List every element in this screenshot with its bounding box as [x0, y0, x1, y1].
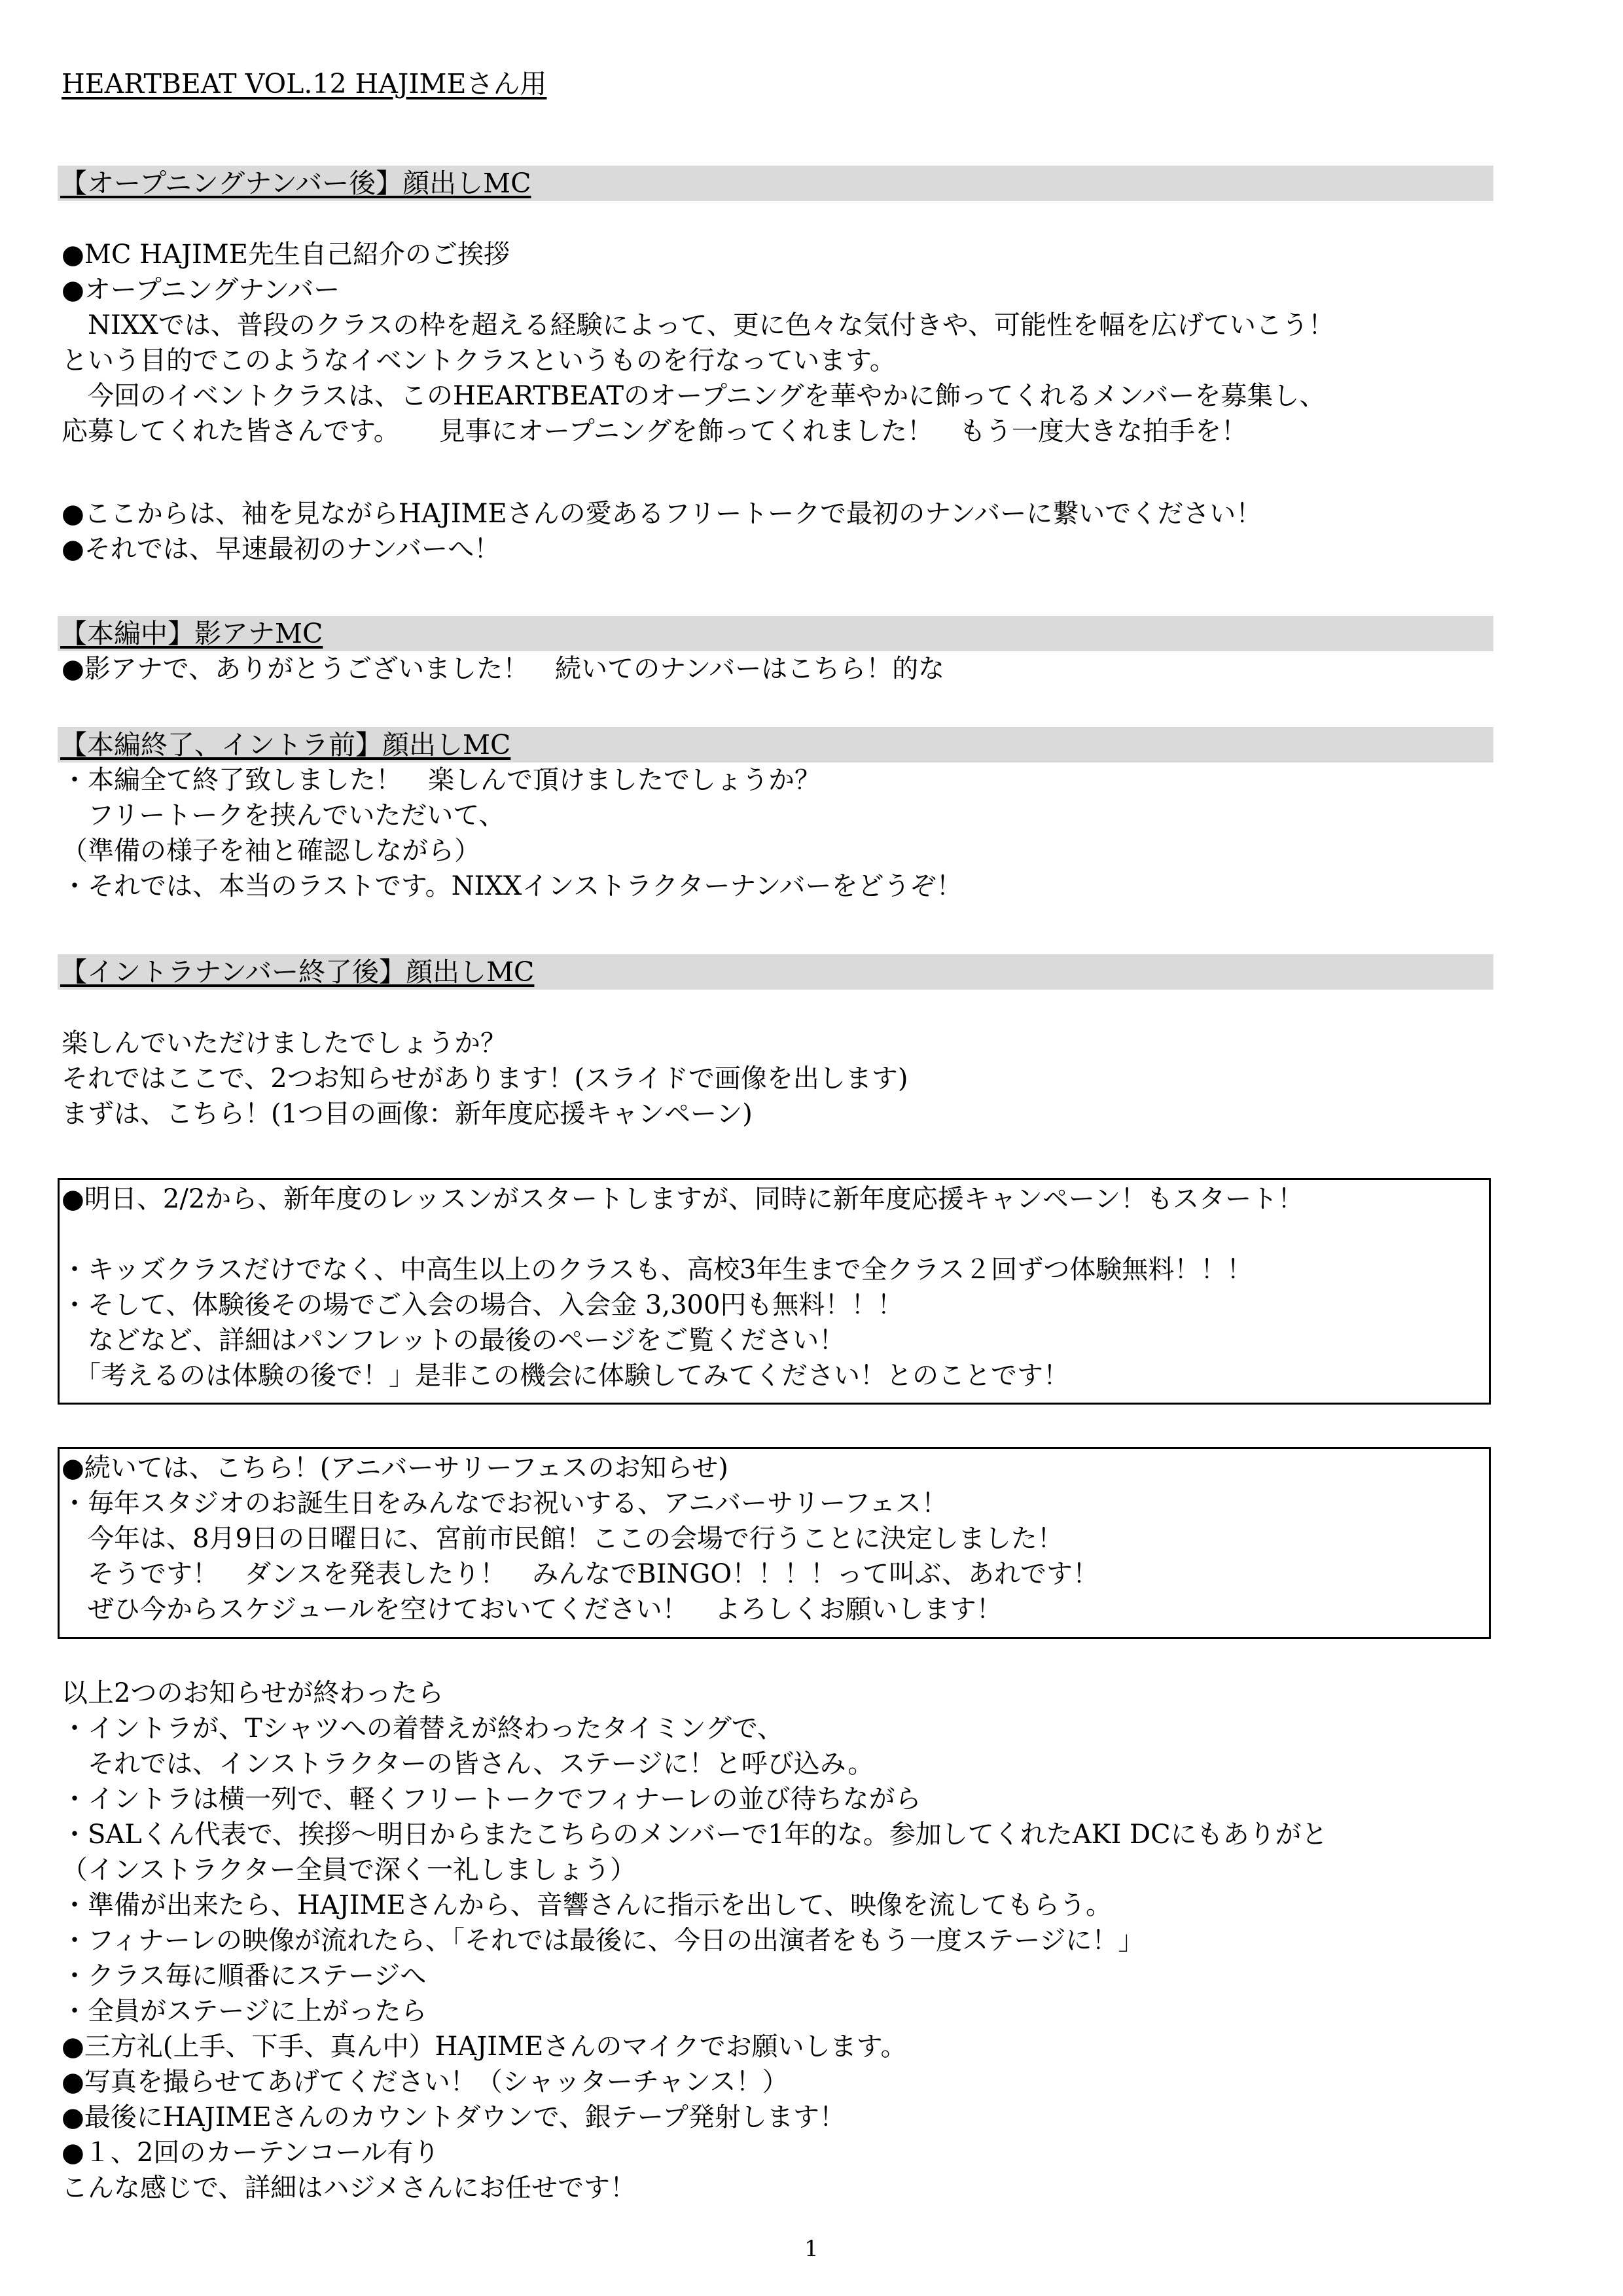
text-line: ・毎年スタジオのお誕生日をみんなでお祝いする、アニバーサリーフェス！: [62, 1488, 948, 1518]
text-line: ●ここからは、袖を見ながらHAJIMEさんの愛あるフリートークで最初のナンバーに繋いでください！: [62, 499, 1262, 529]
page-number: 1: [804, 2236, 819, 2262]
text-line: ・キッズクラスだけでなく、中高生以上のクラスも、高校3年生まで全クラス２回ずつ体験無料！！！: [62, 1255, 1253, 1285]
text-line: ・それでは、本当のラストです。NIXXインストラクターナンバーをどうぞ！: [62, 871, 963, 901]
text-line: そうです！ ダンスを発表したり！ みんなでBINGO！！！！って叫ぶ、あれです！: [62, 1559, 1099, 1589]
text-line: ●１、2回のカーテンコール有り: [62, 2138, 440, 2168]
text-line: （インストラクター全員で深く一礼しましょう）: [62, 1855, 636, 1885]
text-line: 今回のイベントクラスは、このHEARTBEATのオープニングを華やかに飾ってくれるメンバーを募集し、: [62, 381, 1326, 411]
section-heading-label: 【イントラナンバー終了後】顔出しMC: [60, 956, 535, 988]
document-title: HEARTBEAT VOL.12 HAJIMEさん用: [62, 68, 547, 99]
text-line: などなど、詳細はパンフレットの最後のページをご覧ください！: [62, 1325, 846, 1355]
text-line: それではここで、2つお知らせがあります！(スライドで画像を出します): [62, 1064, 908, 1094]
text-line: 「考えるのは体験の後で！」是非この機会に体験してみてください！とのことです！: [62, 1361, 1069, 1391]
text-line: ・クラス毎に順番にステージへ: [62, 1961, 427, 1991]
text-line: ・フィナーレの映像が流れたら、「それでは最後に、今日の出演者をもう一度ステージに！」: [62, 1926, 1145, 1956]
text-line: ・SALくん代表で、挨拶〜明日からまたこちらのメンバーで1年的な。参加してくれたAKI DCにもありがと: [62, 1820, 1328, 1850]
section-heading-main: [58, 616, 1493, 651]
text-line: まずは、こちら！(1つ目の画像：新年度応援キャンペーン): [62, 1099, 753, 1129]
section-heading-instructor-end: [58, 954, 1493, 990]
text-line: 以上2つのお知らせが終わったら: [62, 1678, 444, 1708]
section-heading-main-end: [58, 727, 1493, 762]
text-line: ・全員がステージに上がったら: [62, 1996, 427, 2026]
text-line: ●明日、2/2から、新年度のレッスンがスタートしますが、同時に新年度応援キャンペーン！もスタート！: [62, 1184, 1304, 1214]
text-line: 応募してくれた皆さんです。 見事にオープニングを飾ってくれました！ もう一度大きな拍手を！: [62, 416, 1247, 446]
text-line: 今年は、8月9日の日曜日に、宮前市民館！ここの会場で行うことに決定しました！: [62, 1524, 1063, 1554]
text-line: ・準備が出来たら、HAJIMEさんから、音響さんに指示を出して、映像を流してもらう。: [62, 1890, 1112, 1920]
text-line: ・そして、体験後その場でご入会の場合、入会金 3,300円も無料！！！: [62, 1290, 904, 1320]
text-line: という目的でこのようなイベントクラスというものを行なっています。: [62, 346, 896, 376]
text-line: ●三方礼(上手、下手、真ん中）HAJIMEさんのマイクでお願いします。: [62, 2032, 907, 2062]
text-line: ・本編全て終了致しました！ 楽しんで頂けましたでしょうか？: [62, 765, 821, 795]
text-line: ●影アナで、ありがとうございました！ 続いてのナンバーはこちら！的な: [62, 654, 945, 684]
text-line: ぜひ今からスケジュールを空けておいてください！ よろしくお願いします！: [62, 1594, 1003, 1624]
text-line: それでは、インストラクターの皆さん、ステージに！と呼び込み。: [62, 1749, 874, 1779]
text-line: ●写真を撮らせてあげてください！（シャッターチャンス！）: [62, 2067, 789, 2097]
text-line: ●MC HAJIME先生自己紹介のご挨拶: [62, 240, 510, 270]
text-line: ・イントラは横一列で、軽くフリートークでフィナーレの並び待ちながら: [62, 1784, 921, 1814]
text-line: ●それでは、早速最初のナンバーへ！: [62, 534, 501, 564]
section-heading-label: 【オープニングナンバー後】顔出しMC: [60, 168, 531, 199]
text-line: ●オープニングナンバー: [62, 275, 340, 305]
text-line: NIXXでは、普段のクラスの枠を超える経験によって、更に色々な気付きや、可能性を幅を広げていこう！: [62, 310, 1334, 340]
text-line: ●続いては、こちら！(アニバーサリーフェスのお知らせ): [62, 1453, 728, 1483]
section-heading-label: 【本編終了、イントラ前】顔出しMC: [60, 729, 511, 761]
section-heading-opening: [58, 166, 1493, 201]
text-line: フリートークを挟んでいただいて、: [62, 800, 505, 831]
text-line: 楽しんでいただけましたでしょうか？: [62, 1028, 507, 1058]
text-line: こんな感じで、詳細はハジメさんにお任せです！: [62, 2173, 636, 2203]
section-heading-label: 【本編中】影アナMC: [60, 618, 323, 649]
text-line: ・イントラが、Tシャツへの着替えが終わったタイミングで、: [62, 1713, 784, 1744]
text-line: ●最後にHAJIMEさんのカウントダウンで、銀テープ発射します！: [62, 2102, 846, 2132]
text-line: （準備の様子を袖と確認しながら）: [62, 836, 480, 866]
